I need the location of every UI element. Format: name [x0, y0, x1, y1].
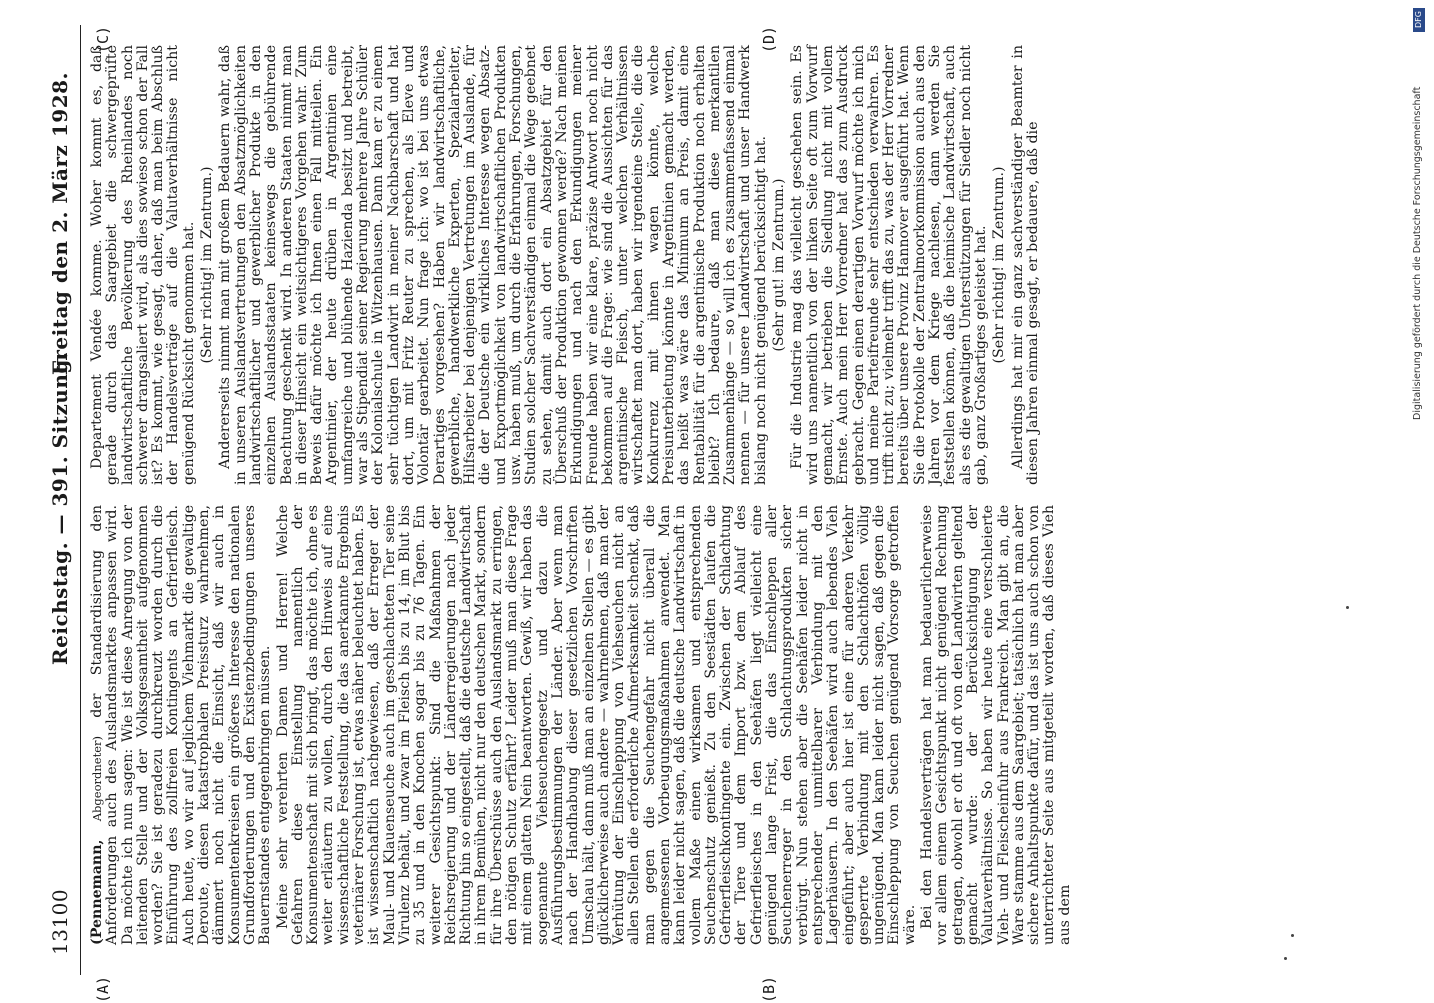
speaker-name: (Pennemann,: [89, 839, 105, 945]
scan-speck: [1291, 934, 1294, 937]
page-header: [40, 25, 81, 975]
margin-marker-c: (C): [94, 25, 112, 53]
paragraph: Für die Industrie mag das vielleicht geschehen sein. Es wird uns namentlich von der linken Seite oft zum Vorwurf gemacht, wir betrieben die Siedlung nicht mit vollem Ernste. Auch mein Herr Vorredner hat das zum Ausdruck gebracht. Gegen einen derartigen Vorwurf möchte ich mich und meine Parteifreunde sehr entschieden verwahren. Es trifft nicht zu; vielmehr trifft das zu, was der Herr Vorredner bereits über unsere Provinz Hannover ausgeführt hat. Wenn Sie die Protokolle der Zentralmoorkommission auch aus den Jahren vor dem Kriege nachlesen, dann werden Sie feststellen können, daß die heimische Landwirtschaft, auch als es die gewaltigen Unterstützungen für Siedler noch nicht gab, ganz Großartiges geleistet hat.: [789, 45, 989, 485]
page-number: 13100: [48, 888, 72, 955]
session-title: Reichstag. — 391. Sitzung.: [48, 351, 72, 665]
speaker-paragraph: [90, 505, 274, 945]
digitization-note: Digitalisierung gefördert durch die Deutsche Forschungsgemeinschaft: [1412, 86, 1423, 420]
paragraph: Allerdings hat mir ein ganz sachverständiger Beamter in diesen Jahren einmal gesagt, er bedauere, daß die: [1009, 45, 1041, 485]
paragraph: Meine sehr verehrten Damen und Herren! Welche Gefahren diese Einstellung namentlich der Konsumentenschaft mit sich bringt, das möchte ich, ohne es weiter erläutern zu wollen, durch den Hinweis auf eine wissenschaftliche Feststellung, die das anerkannte Ergebnis veterinärer Forschung ist, etwas näher beleuchtet haben. Es ist wissenschaftlich nachgewiesen, daß der Erreger der Maul- und Klauenseuche auch im geschlachteten Tier seine Virulenz behält, und zwar im Fleisch bis zu 14, im Blut bis zu 35 und in den Knochen sogar bis zu 76 Tagen. Ein weiterer Gesichtspunkt: Sind die Maßnahmen der Reichsregierung und der Länderregierungen nach jeder Richtung hin so eingestellt, daß die deutsche Landwirtschaft in ihrem Bemühen, nicht nur den deutschen Markt, sondern für ihre Überschüsse auch den Auslandsmarkt zu erringen, den nötigen Schutz erfährt? Leider muß man diese Frage mit einem glatten Nein beantworten. Gewiß, wir haben das sogenannte Viehseuchengesetz und dazu die Ausführungsbestimmungen der Länder. Aber wenn man nach der Handhabung dieser gesetzlichen Vorschriften Umschau hält, dann muß man an einzelnen Stellen — es gibt glücklicherweise auch andere — wahrnehmen, daß man der Verhütung der Einschleppung von Viehseuchen nicht an allen Stellen die erforderliche Aufmerksamkeit schenkt, daß man gegen die Seuchengefahr nicht überall die angemessenen Vorbeugungsmaßnahmen anwendet. Man kann leider nicht sagen, daß die deutsche Landwirtschaft in vollem Maße einen wirksamen und entsprechenden Seuchenschutz genießt. Zu den Seestädten laufen die Gefrierfleischkontingente ein. Zwischen der Schlachtung der Tiere und dem Import bzw. dem Ablauf des Gefrierfleisches in den Seehäfen liegt vielleicht eine genügend lange Frist, die das Einschleppen aller Seuchenerreger in den Schlachtungsprodukten sicher verbürgt. Nun stehen aber die Seehäfen leider nicht in entsprechender unmittelbarer Verbindung mit den Lagerhäusern. In den Seehäfen wird auch lebendes Vieh eingeführt; aber auch hier ist eine für anderen Verkehr gesperrte Verbindung mit den Schlachthöfen völlig ungenügend. Man kann leider nicht sagen, daß gegen die Einschleppung von Seuchen genügend Vorsorge getroffen wäre.: [274, 505, 918, 945]
paragraph: Bei den Handelsverträgen hat man bedauerlicherweise vor allem einem Gesichtspunkt nicht genügend Rechnung getragen, obwohl er oft und oft von den Landwirten geltend gemacht wurde: der Berücksichtigung der Valutaverhältnisse. So haben wir heute eine verschleierte Vieh- und Fleischeinfuhr aus Frankreich. Man gibt an, die Ware stamme aus dem Saargebiet; tatsächlich hat man aber sichere Anhaltspunkte dafür, und das ist uns auch schon von unterrichteter Seite aus mitgeteilt worden, daß dieses Vieh aus dem: [919, 505, 1073, 945]
dfg-logo: DFG: [1413, 8, 1425, 32]
interjection: (Sehr gut! im Zentrum.): [771, 178, 788, 352]
scan-speck: [1346, 606, 1349, 609]
session-date: Freitag den 2. März 1928.: [48, 72, 72, 375]
margin-marker-d: (D): [760, 25, 778, 53]
interjection: (Sehr richtig! im Zentrum.): [991, 166, 1008, 364]
speech-text: der Standardisierung den Anforderungen auch des Auslandsmarktes anpassen wird. Da möchte ich nun sagen: Wie ist diese Anregung von der leitenden Stelle und der Volksgesamtheit aufgenommen worden? Sie ist geradezu durchkreuzt worden durch die Einführung des zollfreien Kontingents an Gefrierfleisch. Auch heute, wo wir auf jeglichem Viehmarkt die gewaltige Deroute, diesen katastrophalen Preissturz wahrnehmen, dämmert noch nicht die Einsicht, daß wir auch in Konsumentenkreisen ein größeres Interesse den nationalen Grundforderungen und den Existenzbedingungen unseres Bauernstandes entgegenbringen müssen.: [89, 504, 274, 945]
paragraph: Andererseits nimmt man mit großem Bedauern wahr, daß in unseren Auslandsvertretungen den Absatzmöglichkeiten landwirtschaftlicher und gewerblicher Produkte in den einzelnen Auslandsstaaten keineswegs die gebührende Beachtung geschenkt wird. In anderen Staaten nimmt man in dieser Hinsicht ein weitsichtigeres Vorgehen wahr. Zum Beweis dafür möchte ich Ihnen einen Fall mitteilen. Ein Argentinier, der heute drüben in Argentinien eine umfangreiche und blühende Hazienda besitzt und betreibt, war als Stipendiat seiner Regierung mehrere Jahre Schüler der Kolonialschule in Witzenhausen. Dann kam er zu einem sehr tüchtigen Landwirt in meiner Nachbarschaft und hat dort, um mit Fritz Reuter zu sprechen, als Eleve und Volontär gearbeitet. Nun frage ich: wo ist bei uns etwas Derartiges vorgesehen? Haben wir landwirtschaftliche, gewerbliche, handwerkliche Experten, Spezialarbeiter, Hilfsarbeiter bei denjenigen Vertretungen im Auslande, für die der Deutsche ein wirkliches Interesse wegen Absatz- und Exportmöglichkeit von landwirtschaftlichen Produkten usw. haben muß, um durch die Erfahrungen, Forschungen, Studien solcher Sachverständigen einmal die Wege geebnet zu sehen, damit auch dort ein Absatzgebiet für den Überschuß der Produktion gewonnen werde? Nach meinen Erkundigungen und nach den Erkundigungen meiner Freunde haben wir eine klare, präzise Antwort noch nicht bekommen auf die Frage: wie sind die Aussichten für das argentinische Fleisch, unter welchen Verhältnissen wirtschaftet man dort, haben wir irgendeine Stelle, die die Konkurrenz mit ihnen wagen könnte, welche Preisunterbietung könnte in Argentinien gemacht werden, das heißt was wäre das Minimum an Preis, damit eine Rentabilität für die argentinische Produktion noch erhalten bleibt? Ich bedaure, daß man diese merkantilen Zusammenhänge — so will ich es zusammenfassend einmal nennen — für unsere Landwirtschaft und unser Handwerk bislang noch nicht genügend berücksichtigt hat.: [217, 45, 769, 485]
interjection: (Sehr richtig! im Zentrum.): [199, 166, 216, 364]
speaker-role: Abgeordneter): [90, 736, 104, 822]
margin-marker-a: (A): [94, 975, 112, 1003]
left-column: [90, 505, 1075, 945]
scan-speck: [1284, 957, 1287, 960]
rotated-document-page: [40, 25, 1420, 1003]
margin-marker-b: (B): [760, 975, 778, 1003]
right-column: [90, 45, 1043, 485]
paragraph: Departement Vendée komme. Woher kommt es, daß gerade durch das Saargebiet die schwergeprüfte landwirtschaftliche Bevölkerung des Rheinlandes noch schwerer drangsaliert wird, als dies sowieso schon der Fall ist? Es kommt, wie gesagt, daher, daß man beim Abschluß der Handelsverträge auf die Valutaverhältnisse nicht genügend Rücksicht genommen hat.: [89, 45, 197, 485]
